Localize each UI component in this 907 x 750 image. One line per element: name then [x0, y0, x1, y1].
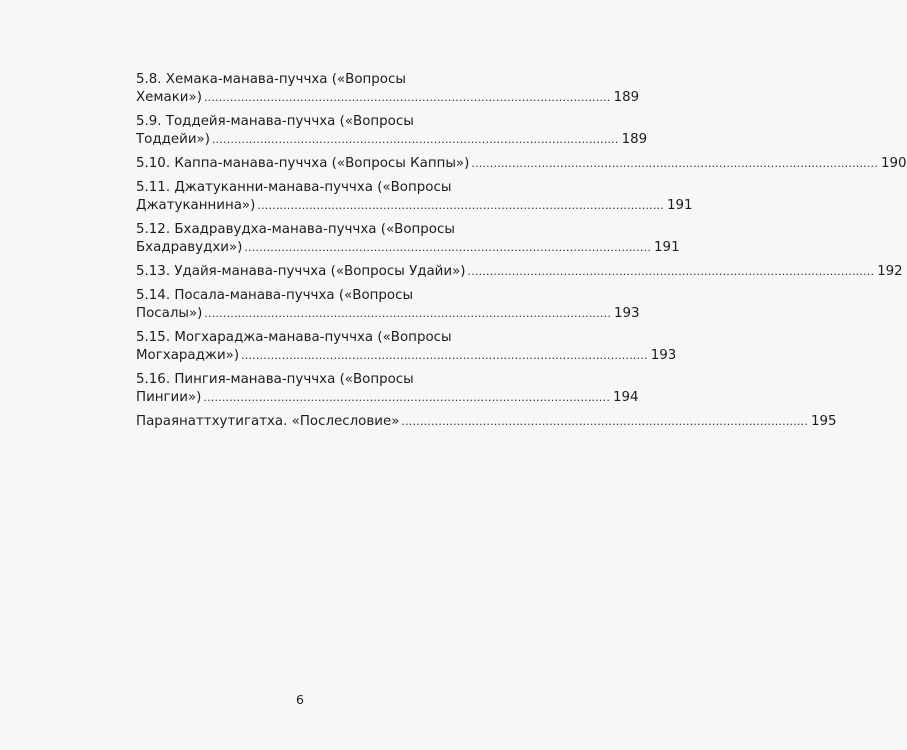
toc-entry-5-15 [136, 329, 677, 365]
toc-entry-last-line [136, 239, 680, 257]
dot-leader: .............................................................................................................. [244, 241, 652, 254]
dot-leader: .............................................................................................................. [471, 157, 878, 170]
toc-entry-5-12 [136, 221, 680, 257]
dot-leader: .............................................................................................................. [203, 91, 611, 104]
toc-entry-last-line [136, 305, 640, 323]
toc-entry-5-16 [136, 371, 639, 407]
toc-entry-last-line [136, 131, 648, 149]
toc-entry-title: 5.8. Хемака-манава-пуччха («Вопросы [136, 72, 406, 87]
dot-leader: .............................................................................................................. [401, 415, 809, 428]
toc-entry-5-14 [136, 287, 640, 323]
toc-entry-page: 189 [613, 90, 640, 105]
dot-leader: .............................................................................................................. [467, 265, 875, 278]
toc-entry-title-cont: Посалы») [136, 306, 203, 321]
page-number: 6 [296, 692, 304, 707]
dot-leader: .............................................................................................................. [257, 199, 664, 212]
toc-entry-title-cont: Бхадравудхи») [136, 240, 243, 255]
toc-entry-last-line [136, 347, 677, 365]
toc-entry-title-cont: Тоддейи») [136, 132, 210, 147]
toc-entry-page: 195 [811, 414, 837, 429]
toc-entry-5-9 [136, 113, 648, 149]
dot-leader: .............................................................................................................. [204, 307, 612, 320]
toc-entry-title: 5.16. Пингия-манава-пуччха («Вопросы [136, 372, 414, 387]
toc-entry-5-10 [136, 155, 907, 173]
toc-entry-page: 191 [666, 198, 693, 213]
toc-entry-title: 5.11. Джатуканни-манава-пуччха («Вопросы [136, 180, 452, 195]
toc-entry-page: 189 [621, 132, 648, 147]
toc-entry-title: 5.9. Тоддейя-манава-пуччха («Вопросы [136, 114, 414, 129]
toc-entry-title: 5.14. Посала-манава-пуччха («Вопросы [136, 288, 414, 303]
dot-leader: .............................................................................................................. [211, 133, 619, 146]
dot-leader: .............................................................................................................. [203, 391, 611, 404]
toc-entry-last-line [136, 89, 640, 107]
toc-entry-title-cont: Джатуканнина») [136, 198, 256, 213]
toc-entry-last-line [136, 413, 837, 431]
toc-entry-title: 5.12. Бхадравудха-манава-пуччха («Вопросы [136, 222, 455, 237]
toc-entry-page: 191 [654, 240, 680, 255]
toc-entry-5-8 [136, 71, 640, 107]
toc-entry-5-13 [136, 263, 903, 281]
toc-entry-page: 192 [877, 264, 903, 279]
toc-entry-title-cont: Хемаки») [136, 90, 202, 105]
toc-entry-title-cont: Могхараджи») [136, 348, 240, 363]
toc-entry-title: 5.13. Удайя-манава-пуччха («Вопросы Удайи») [136, 264, 466, 279]
toc-entry-page: 194 [613, 390, 639, 405]
toc-entry-page: 193 [614, 306, 640, 321]
toc-entry-last-line [136, 197, 693, 215]
toc-entry-last-line [136, 155, 907, 173]
toc-entry-page: 190 [880, 156, 907, 171]
toc-entry-5-11 [136, 179, 693, 215]
toc-entry-last-line [136, 263, 903, 281]
toc-entry-afterword [136, 413, 837, 431]
toc-entry-title: 5.15. Могхараджа-манава-пуччха («Вопросы [136, 330, 452, 345]
toc-entry-page: 193 [650, 348, 677, 363]
toc-entry-title-cont: Пингии») [136, 390, 202, 405]
toc-entry-last-line [136, 389, 639, 407]
toc-entry-title: Параянаттхутигатха. «Послесловие» [136, 414, 400, 429]
dot-leader: .............................................................................................................. [241, 349, 648, 362]
table-of-contents [136, 71, 907, 437]
toc-entry-title: 5.10. Каппа-манава-пуччха («Вопросы Каппы») [136, 156, 470, 171]
